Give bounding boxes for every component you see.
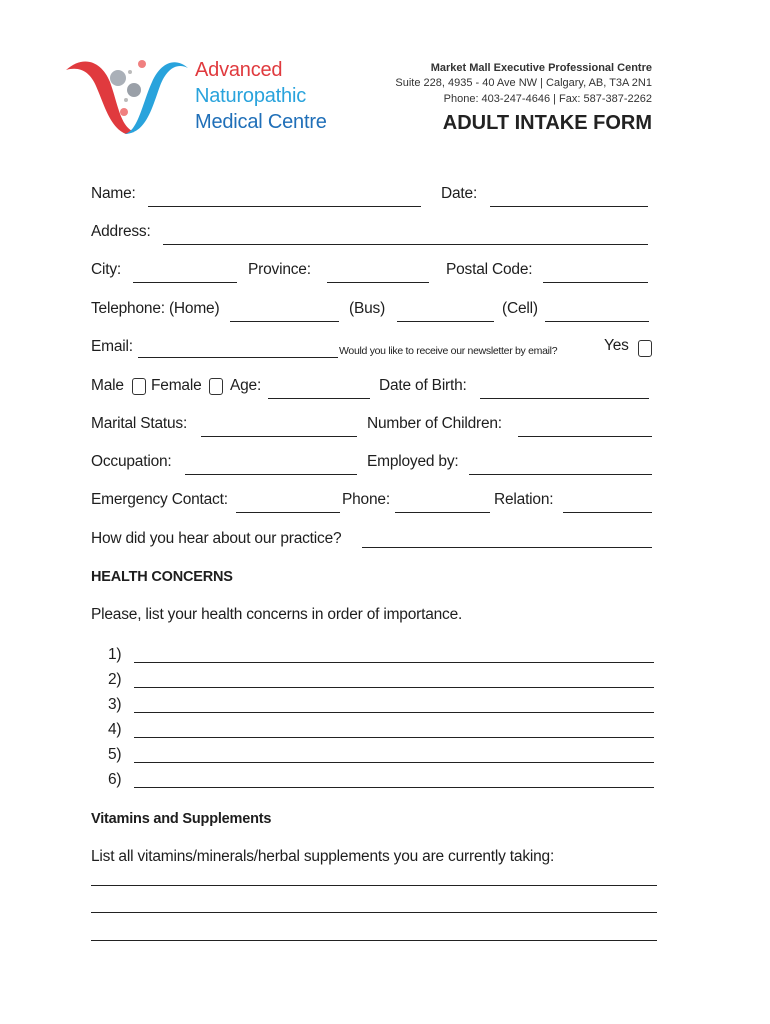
clinic-address: Suite 228, 4935 - 40 Ave NW | Calgary, AB, T3A 2N1	[395, 77, 652, 89]
marital-status-label: Marital Status:	[91, 415, 188, 432]
date-label: Date:	[441, 185, 478, 202]
health-concerns-instruction: Please, list your health concerns in order of importance.	[91, 606, 463, 623]
concern-number: 4)	[108, 721, 122, 738]
address-field[interactable]	[163, 244, 648, 245]
occupation-field[interactable]	[185, 474, 357, 475]
telephone-bus-field[interactable]	[397, 321, 494, 322]
concern-line[interactable]	[134, 712, 654, 713]
postal-code-label: Postal Code:	[446, 261, 533, 278]
emergency-contact-label: Emergency Contact:	[91, 491, 228, 508]
marital-status-field[interactable]	[201, 436, 357, 437]
dob-field[interactable]	[480, 398, 649, 399]
concern-number: 6)	[108, 771, 122, 788]
name-field[interactable]	[148, 206, 421, 207]
dob-label: Date of Birth:	[379, 377, 467, 394]
logo-text-medical-centre: Medical Centre	[195, 111, 327, 133]
referral-field[interactable]	[362, 547, 652, 548]
date-field[interactable]	[490, 206, 648, 207]
employed-by-label: Employed by:	[367, 453, 459, 470]
concern-number: 3)	[108, 696, 122, 713]
postal-code-field[interactable]	[543, 282, 648, 283]
telephone-cell-field[interactable]	[545, 321, 649, 322]
province-label: Province:	[248, 261, 311, 278]
city-field[interactable]	[133, 282, 237, 283]
clinic-phone: Phone: 403-247-4646 | Fax: 587-387-2262	[443, 93, 652, 105]
newsletter-yes-label: Yes	[604, 337, 629, 354]
newsletter-yes-checkbox[interactable]	[638, 340, 652, 357]
age-label: Age:	[230, 377, 262, 394]
name-label: Name:	[91, 185, 136, 202]
male-checkbox[interactable]	[132, 378, 146, 395]
health-concerns-heading: HEALTH CONCERNS	[91, 569, 233, 585]
age-field[interactable]	[268, 398, 370, 399]
clinic-logo-icon	[64, 52, 189, 136]
telephone-cell-label: (Cell)	[502, 300, 538, 317]
relation-label: Relation:	[494, 491, 554, 508]
page-title: ADULT INTAKE FORM	[442, 112, 652, 134]
email-field[interactable]	[138, 357, 338, 358]
vitamins-line-3[interactable]	[91, 940, 657, 941]
concern-number: 1)	[108, 646, 122, 663]
female-checkbox[interactable]	[209, 378, 223, 395]
children-field[interactable]	[518, 436, 652, 437]
city-label: City:	[91, 261, 122, 278]
concern-number: 5)	[108, 746, 122, 763]
occupation-label: Occupation:	[91, 453, 172, 470]
province-field[interactable]	[327, 282, 429, 283]
concern-line[interactable]	[134, 762, 654, 763]
relation-field[interactable]	[563, 512, 652, 513]
vitamins-instruction: List all vitamins/minerals/herbal supplements you are currently taking:	[91, 848, 555, 865]
telephone-home-field[interactable]	[230, 321, 339, 322]
emergency-contact-field[interactable]	[236, 512, 340, 513]
address-label: Address:	[91, 223, 151, 240]
vitamins-line-2[interactable]	[91, 912, 657, 913]
children-label: Number of Children:	[367, 415, 502, 432]
concern-line[interactable]	[134, 687, 654, 688]
employed-by-field[interactable]	[469, 474, 652, 475]
emergency-phone-label: Phone:	[342, 491, 390, 508]
concern-number: 2)	[108, 671, 122, 688]
concern-line[interactable]	[134, 662, 654, 663]
female-label: Female	[151, 377, 202, 394]
vitamins-line-1[interactable]	[91, 885, 657, 886]
centre-name: Market Mall Executive Professional Centre	[430, 62, 652, 74]
concern-line[interactable]	[134, 737, 654, 738]
newsletter-question: Would you like to receive our newsletter by email?	[339, 345, 558, 357]
logo-text-advanced: Advanced	[195, 59, 283, 81]
email-label: Email:	[91, 338, 133, 355]
vitamins-heading: Vitamins and Supplements	[91, 811, 272, 827]
referral-label: How did you hear about our practice?	[91, 530, 342, 547]
emergency-phone-field[interactable]	[395, 512, 490, 513]
logo-text-naturopathic: Naturopathic	[195, 85, 306, 107]
male-label: Male	[91, 377, 124, 394]
telephone-bus-label: (Bus)	[349, 300, 386, 317]
telephone-home-label: Telephone: (Home)	[91, 300, 220, 317]
concern-line[interactable]	[134, 787, 654, 788]
